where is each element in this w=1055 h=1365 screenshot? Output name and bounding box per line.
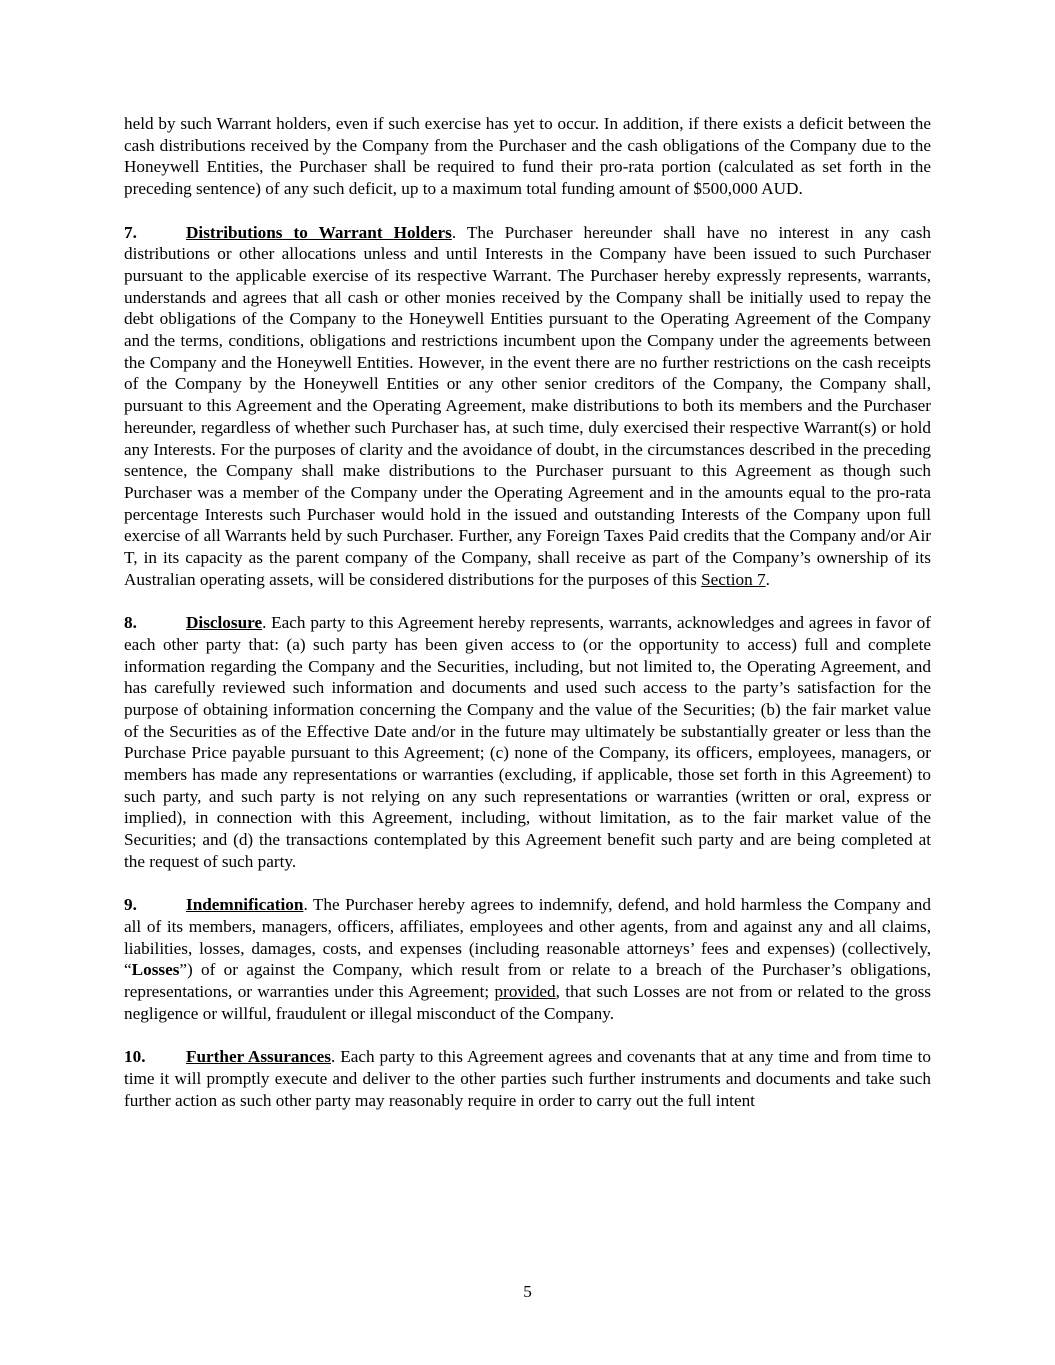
section-body: . The Purchaser hereunder shall have no interest in any cash distributions or other allocations unless and until Interests in the Company have been issued to such Purchaser pursuant to the applicable exercise of its respective Warrant. The Purchaser hereby expressly represents, warrants, understands and agrees that all cash or other monies received by the Company shall be initially used to repay the debt obligations of the Company to the Honeywell Entities pursuant to the Operating Agreement of the Company and the terms, conditions, obligations and restrictions incumbent upon the Company under the agreements between the Company and the Honeywell Entities. However, in the event there are no further restrictions on the cash receipts of the Company by the Honeywell Entities or any other senior creditors of the Company, the Company shall, pursuant to this Agreement and the Operating Agreement, make distributions to both its members and the Purchaser hereunder, regardless of whether such Purchaser has, at such time, duly exercised their respective Warrant(s) or hold any Interests. For the purposes of clarity and the avoidance of doubt, in the circumstances described in the preceding sentence, the Company shall make distributions to the Purchaser pursuant to this Agreement as though such Purchaser was a member of the Company under the Operating Agreement and in the amounts equal to the pro-rata percentage Interests such Purchaser would hold in the issued and outstanding Interests of the Company upon full exercise of all Warrants held by such Purchaser. Further, any Foreign Taxes Paid credits that the Company and/or Air T, in its capacity as the parent company of the Company, shall receive as part of the Company’s ownership of its Australian operating assets, will be considered distributions for the purposes of this: [124, 222, 931, 589]
continuation-paragraph: held by such Warrant holders, even if such exercise has yet to occur. In addition, if there exists a deficit between the cash distributions received by the Company from the Purchaser and the cash obligations of the Company due to the Honeywell Entities, the Purchaser shall be required to fund their pro-rata portion (calculated as set forth in the preceding sentence) of any such deficit, up to a maximum total funding amount of $500,000 AUD.: [124, 114, 931, 199]
proviso-term: provided: [494, 982, 556, 1002]
section-7-distributions: [124, 222, 931, 591]
section-heading: Disclosure: [186, 613, 263, 633]
section-body-end: .: [765, 569, 770, 589]
section-8-disclosure: [124, 612, 931, 872]
section-heading: Further Assurances: [186, 1047, 331, 1067]
section-9-indemnification: [124, 894, 931, 1024]
section-10-further-assurances: [124, 1046, 931, 1111]
section-number: 9.: [124, 895, 137, 915]
section-number: 8.: [124, 613, 137, 633]
section-body: . Each party to this Agreement hereby represents, warrants, acknowledges and agrees in favor of each other party that: (a) such party has been given access to (or the opportunity to access) full and complete information regarding the Company and the Securities, including, but not limited to, the Operating Agreement, and has carefully reviewed such information and documents and used such access to the party’s satisfaction for the purpose of obtaining information concerning the Company and the value of the Securities; (b) the fair market value of the Securities as of the Effective Date and/or in the future may ultimately be substantially greater or less than the Purchase Price payable pursuant to this Agreement; (c) none of the Company, its officers, employees, managers, or members has made any representations or warranties (excluding, if applicable, those set forth in this Agreement) to such party, and such party is not relying on any such representations or warranties (written or oral, express or implied), in connection with this Agreement, including, without limitation, as to the fair market value of the Securities; and (d) the transactions contemplated by this Agreement benefit such party and are being completed at the request of such party.: [124, 613, 931, 871]
defined-term-losses: Losses: [131, 960, 180, 980]
section-number: 7.: [124, 222, 137, 242]
section-body-end: , that such Losses are not from or related to the gross negligence or willful, fraudulent or illegal misconduct of the Company.: [124, 982, 931, 1023]
section-body-middle: ”) of or against the Company, which result from or relate to a breach of the Purchaser’s obligations, representations, or warranties under this Agreement;: [124, 960, 931, 1002]
document-page: [124, 113, 931, 1133]
section-7-reference: Section 7: [701, 569, 766, 589]
section-number: 10.: [124, 1047, 146, 1067]
section-body: . The Purchaser hereby agrees to indemnify, defend, and hold harmless the Company and all of its members, managers, officers, affiliates, employees and other agents, from and against any and all claims, liabilities, losses, damages, costs, and expenses (including reasonable attorneys’ fees and expenses) (collectively, “: [124, 895, 931, 980]
section-body: . Each party to this Agreement agrees and covenants that at any time and from time to time it will promptly execute and deliver to the other parties such further instruments and documents and take such further action as such other party may reasonably require in order to carry out the full intent: [124, 1047, 931, 1110]
page-number: 5: [523, 1282, 532, 1301]
section-heading: Indemnification: [186, 895, 304, 915]
section-heading: Distributions to Warrant Holders: [186, 222, 452, 242]
